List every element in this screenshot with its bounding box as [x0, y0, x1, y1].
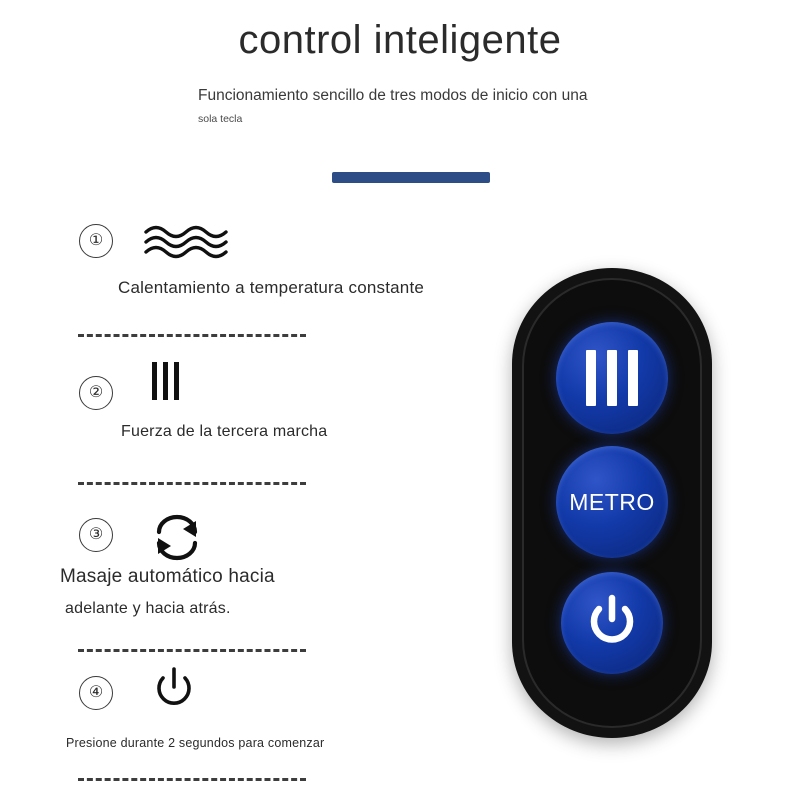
power-icon — [152, 666, 196, 717]
three-bars-icon — [586, 350, 638, 406]
feature-number-3: ③ — [79, 518, 113, 552]
feature-text-2: Fuerza de la tercera marcha — [121, 423, 328, 440]
feature-text-4: Presione durante 2 segundos para comenzar — [66, 736, 325, 750]
feature-number-4: ④ — [79, 676, 113, 710]
loop-arrows-icon — [150, 512, 204, 569]
subtitle-line-2: sola tecla — [198, 113, 243, 125]
feature-text-1: Calentamiento a temperatura constante — [118, 278, 425, 297]
dashed-separator — [78, 778, 306, 781]
remote-control — [512, 268, 712, 738]
metro-button-label: METRO — [569, 488, 655, 515]
power-icon — [584, 592, 640, 655]
page-title: control inteligente — [238, 18, 562, 62]
feature-number-2: ② — [79, 376, 113, 410]
divider-bar — [332, 172, 490, 183]
dashed-separator — [78, 482, 306, 485]
subtitle-line-1: Funcionamiento sencillo de tres modos de inicio con una — [198, 87, 588, 104]
dashed-separator — [78, 334, 306, 337]
metro-button[interactable] — [556, 446, 668, 558]
feature-text-3-line-1: Masaje automático hacia — [60, 566, 275, 587]
speed-button[interactable] — [556, 322, 668, 434]
dashed-separator — [78, 649, 306, 652]
power-button[interactable] — [561, 572, 663, 674]
waves-icon — [143, 222, 229, 262]
three-bars-icon — [152, 362, 179, 400]
feature-text-3-line-2: adelante y hacia atrás. — [65, 600, 231, 617]
feature-number-1: ① — [79, 224, 113, 258]
